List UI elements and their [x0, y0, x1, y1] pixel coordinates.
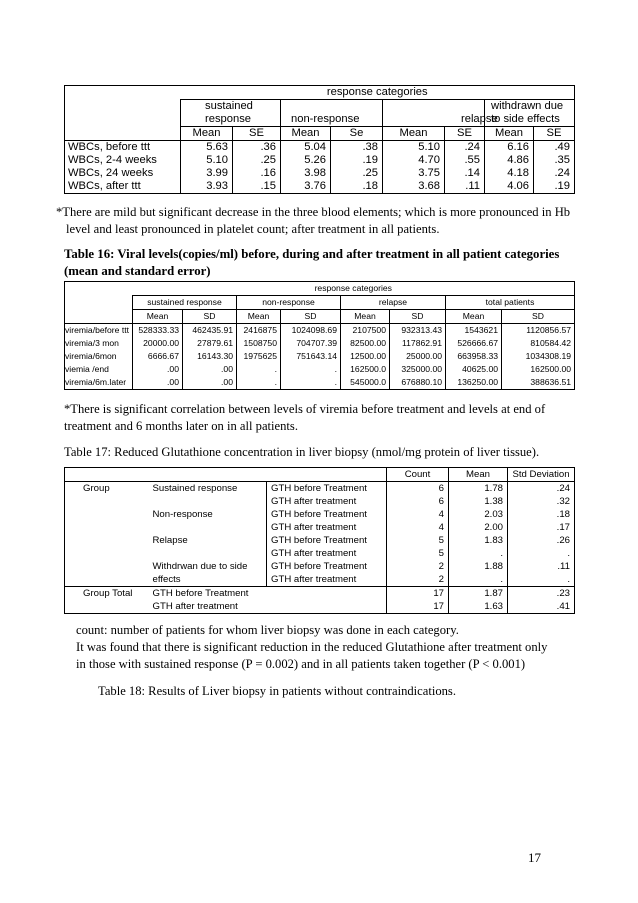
viremia-cell: 1975625: [237, 350, 281, 363]
viremia-cell: 526666.67: [446, 337, 502, 350]
gth-count: 5: [387, 534, 449, 547]
wbc-cell: 3.93: [181, 180, 233, 194]
note-blood-elements: [56, 204, 586, 238]
note-glutathione: [76, 622, 596, 673]
gth-mean: 1.78: [449, 482, 508, 496]
gth-header-count: Count: [387, 468, 449, 482]
gth-mean: 2.00: [449, 521, 508, 534]
viremia-cell: .: [281, 376, 341, 390]
wbc-group-1-line1: sustained: [181, 100, 281, 114]
viremia-cell: 117862.91: [390, 337, 446, 350]
gth-sd: .32: [508, 495, 575, 508]
viremia-cell: 810584.42: [502, 337, 575, 350]
table17-caption: Table 17: Reduced Glutathione concentration in liver biopsy (nmol/mg protein of liver tissue).: [64, 445, 540, 459]
gth-count: 17: [387, 600, 449, 614]
viremia-row-label: viremia/6m.later: [65, 376, 133, 390]
viremia-group-label: sustained response: [133, 296, 237, 310]
table-row: [65, 495, 575, 508]
gth-category: [149, 521, 267, 534]
table-row: [65, 350, 575, 363]
wbc-cell: 3.99: [181, 167, 233, 180]
table-row: [65, 376, 575, 390]
wbc-cell: 4.18: [485, 167, 534, 180]
gth-count: 6: [387, 482, 449, 496]
wbc-cell: .19: [534, 180, 575, 194]
wbc-cell: .25: [233, 154, 281, 167]
viremia-cell: 136250.00: [446, 376, 502, 390]
viremia-cell: 1508750: [237, 337, 281, 350]
gth-total-label: Group Total: [65, 587, 149, 601]
wbc-cell: .24: [445, 141, 485, 155]
gth-count: 5: [387, 547, 449, 560]
gth-count: 17: [387, 587, 449, 601]
wbc-cell: 3.75: [383, 167, 445, 180]
viremia-cell: 2416875: [237, 324, 281, 338]
viremia-cell: 162500.0: [341, 363, 390, 376]
wbc-group-3-label: relapse: [383, 113, 485, 127]
wbc-cell: 5.10: [383, 141, 445, 155]
wbc-stat-header: SE: [445, 127, 485, 141]
gth-measure: GTH before Treatment: [152, 588, 249, 599]
viremia-stat-header: Mean: [133, 310, 183, 324]
gth-sd: .17: [508, 521, 575, 534]
wbc-cell: 4.06: [485, 180, 534, 194]
wbc-row-label: WBCs, before ttt: [65, 141, 181, 155]
gth-mean: 1.83: [449, 534, 508, 547]
gth-sd: .23: [508, 587, 575, 601]
wbc-group-4-line1: withdrawn due: [485, 100, 575, 114]
gth-measure: GTH after treatment: [267, 521, 387, 534]
note-viremia-correlation: *There is significant correlation between levels of viremia before treatment and levels at end of treatment and 6 months later on in all patients.: [64, 402, 546, 433]
wbc-cell: .18: [331, 180, 383, 194]
viremia-cell: 162500.00: [502, 363, 575, 376]
note-line: in those with sustained response (P = 0.002) and in all patients taken together (P < 0.001): [76, 657, 526, 671]
viremia-cell: 1543621: [446, 324, 502, 338]
viremia-cell: .: [237, 376, 281, 390]
gth-sd: .11: [508, 560, 575, 573]
viremia-row-label: viremia/6mon: [65, 350, 133, 363]
viremia-row-label: viremia/3 mon: [65, 337, 133, 350]
viremia-group-label: relapse: [341, 296, 446, 310]
wbc-stat-header: Mean: [485, 127, 534, 141]
table-row: [65, 508, 575, 521]
wbc-cell: .16: [233, 167, 281, 180]
gth-category: [149, 547, 267, 560]
viremia-cell: 20000.00: [133, 337, 183, 350]
viremia-cell: 12500.00: [341, 350, 390, 363]
gth-count: 2: [387, 573, 449, 587]
viremia-stat-header: SD: [183, 310, 237, 324]
gth-sd: .: [508, 573, 575, 587]
wbc-cell: .14: [445, 167, 485, 180]
table-row: [65, 560, 575, 573]
wbc-cell: 4.86: [485, 154, 534, 167]
gth-count: 4: [387, 521, 449, 534]
gth-category: Withdrwan due to side: [152, 561, 248, 572]
gth-sd: .26: [508, 534, 575, 547]
wbc-stat-header: Mean: [181, 127, 233, 141]
gth-mean: 1.87: [449, 587, 508, 601]
note-line: It was found that there is significant reduction in the reduced Glutathione after treatment only: [76, 640, 548, 654]
wbc-cell: 3.98: [281, 167, 331, 180]
wbc-cell: .24: [534, 167, 575, 180]
viremia-cell: 676880.10: [390, 376, 446, 390]
wbc-cell: .35: [534, 154, 575, 167]
gth-measure: GTH before Treatment: [267, 534, 387, 547]
gth-mean: 1.88: [449, 560, 508, 573]
table-row: [65, 600, 575, 614]
page-number: 17: [528, 850, 541, 865]
gth-measure: GTH before Treatment: [267, 560, 387, 573]
wbc-cell: .11: [445, 180, 485, 194]
viremia-cell: .00: [133, 376, 183, 390]
viremia-stat-header: Mean: [341, 310, 390, 324]
viremia-cell: 27879.61: [183, 337, 237, 350]
gth-mean: .: [449, 573, 508, 587]
viremia-cell: .: [281, 363, 341, 376]
wbc-cell: 3.76: [281, 180, 331, 194]
viremia-cell: 663958.33: [446, 350, 502, 363]
wbc-row-label: WBCs, after ttt: [65, 180, 181, 194]
viremia-stat-header: SD: [502, 310, 575, 324]
viremia-stat-header: Mean: [446, 310, 502, 324]
viremia-title: response categories: [133, 282, 575, 296]
note-text: *There are mild but significant decrease in the three blood elements; which is more pronounced in Hb level and least pronounced in platelet count; after treatment in all patients.: [56, 205, 571, 236]
viremia-stat-header: Mean: [237, 310, 281, 324]
gth-mean: 2.03: [449, 508, 508, 521]
gth-sd: .: [508, 547, 575, 560]
wbc-cell: 5.04: [281, 141, 331, 155]
wbc-title: response categories: [181, 86, 575, 100]
wbc-cell: .19: [331, 154, 383, 167]
viremia-cell: .00: [183, 363, 237, 376]
viremia-cell: 932313.43: [390, 324, 446, 338]
viremia-cell: .00: [133, 363, 183, 376]
note-line: count: number of patients for whom liver biopsy was done in each category.: [76, 623, 459, 637]
table-row: [65, 324, 575, 338]
wbc-group-1-line2: response: [181, 113, 281, 127]
table-row: [65, 573, 575, 587]
table-row: [65, 141, 575, 155]
wbc-cell: 3.68: [383, 180, 445, 194]
wbc-table: [64, 85, 575, 194]
gth-category: effects: [149, 573, 267, 587]
gth-count: 6: [387, 495, 449, 508]
gth-sd: .41: [508, 600, 575, 614]
table16-caption: Table 16: Viral levels(copies/ml) before, during and after treatment in all patient categories (mean and standard error): [64, 247, 560, 278]
viremia-table: [64, 281, 575, 390]
gth-measure: GTH after treatment: [267, 573, 387, 587]
gth-group-label: Group: [65, 482, 149, 496]
gth-measure: GTH before Treatment: [267, 508, 387, 521]
gth-measure: GTH after treatment: [149, 600, 387, 614]
table-row: [65, 482, 575, 496]
viremia-cell: 2107500: [341, 324, 390, 338]
viremia-cell: 40625.00: [446, 363, 502, 376]
gth-category: [149, 495, 267, 508]
viremia-cell: 462435.91: [183, 324, 237, 338]
viremia-cell: 25000.00: [390, 350, 446, 363]
viremia-cell: 528333.33: [133, 324, 183, 338]
wbc-row-label: WBCs, 2-4 weeks: [65, 154, 181, 167]
wbc-group-4-line2: to side effects: [485, 113, 575, 127]
wbc-cell: 5.26: [281, 154, 331, 167]
viremia-stat-header: SD: [390, 310, 446, 324]
gth-measure: GTH after treatment: [267, 547, 387, 560]
table-row: [65, 167, 575, 180]
wbc-stat-header: SE: [534, 127, 575, 141]
table18-caption: Table 18: Results of Liver biopsy in patients without contraindications.: [98, 684, 456, 698]
gth-sd: .18: [508, 508, 575, 521]
wbc-cell: 5.63: [181, 141, 233, 155]
viremia-cell: 388636.51: [502, 376, 575, 390]
gth-count: 4: [387, 508, 449, 521]
viremia-cell: 1024098.69: [281, 324, 341, 338]
table-row: [65, 337, 575, 350]
viremia-group-label: non-response: [237, 296, 341, 310]
viremia-cell: 1120856.57: [502, 324, 575, 338]
wbc-stat-header: SE: [233, 127, 281, 141]
wbc-cell: .38: [331, 141, 383, 155]
gth-sd: .24: [508, 482, 575, 496]
gth-count: 2: [387, 560, 449, 573]
viremia-cell: 16143.30: [183, 350, 237, 363]
wbc-cell: .49: [534, 141, 575, 155]
viremia-stat-header: SD: [281, 310, 341, 324]
gth-mean: 1.63: [449, 600, 508, 614]
table-row: [65, 534, 575, 547]
viremia-cell: .00: [183, 376, 237, 390]
gth-category: Non-response: [152, 509, 213, 520]
table-row: [65, 547, 575, 560]
wbc-cell: 5.10: [181, 154, 233, 167]
viremia-cell: 545000.0: [341, 376, 390, 390]
viremia-cell: .: [237, 363, 281, 376]
gth-measure: GTH before Treatment: [267, 482, 387, 496]
table-row: [65, 521, 575, 534]
wbc-cell: 4.70: [383, 154, 445, 167]
viremia-cell: 82500.00: [341, 337, 390, 350]
viremia-cell: 6666.67: [133, 350, 183, 363]
viremia-cell: 325000.00: [390, 363, 446, 376]
viremia-group-label: total patients: [446, 296, 575, 310]
gth-category: Sustained response: [152, 483, 238, 494]
wbc-cell: 6.16: [485, 141, 534, 155]
wbc-cell: .36: [233, 141, 281, 155]
table-row: [65, 180, 575, 194]
gth-header-mean: Mean: [449, 468, 508, 482]
wbc-cell: .15: [233, 180, 281, 194]
wbc-cell: .25: [331, 167, 383, 180]
gth-table: [64, 467, 575, 614]
viremia-cell: 751643.14: [281, 350, 341, 363]
table-row: [65, 363, 575, 376]
wbc-cell: .55: [445, 154, 485, 167]
wbc-group-2-label: non-response: [281, 113, 383, 127]
wbc-stat-header: Mean: [383, 127, 445, 141]
gth-mean: .: [449, 547, 508, 560]
gth-measure: GTH after treatment: [267, 495, 387, 508]
gth-mean: 1.38: [449, 495, 508, 508]
wbc-row-label: WBCs, 24 weeks: [65, 167, 181, 180]
viremia-row-label: viremia/before ttt: [65, 324, 133, 338]
table-row: [65, 154, 575, 167]
table-row: [65, 587, 575, 601]
gth-category: Relapse: [152, 535, 188, 546]
viremia-row-label: viemia /end: [65, 363, 133, 376]
viremia-cell: 704707.39: [281, 337, 341, 350]
viremia-cell: 1034308.19: [502, 350, 575, 363]
wbc-stat-header: Mean: [281, 127, 331, 141]
wbc-stat-header: Se: [331, 127, 383, 141]
gth-header-sd: Std Deviation: [508, 468, 575, 482]
